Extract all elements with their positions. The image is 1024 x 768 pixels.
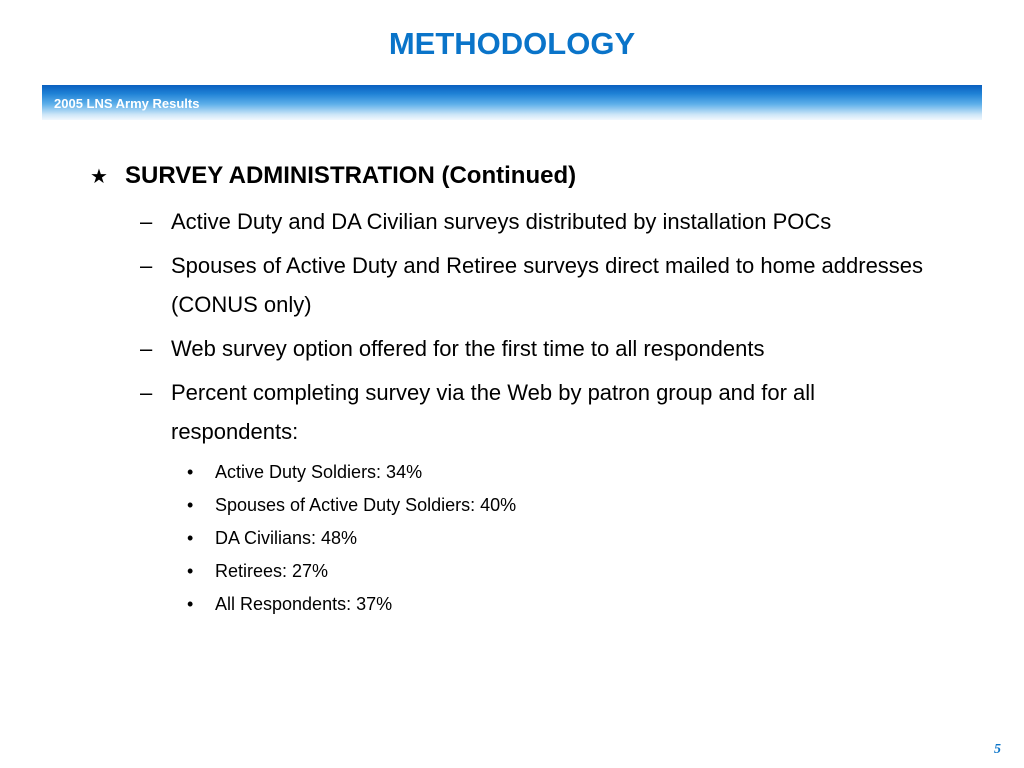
list-item-text: Web survey option offered for the first time to all respondents: [171, 336, 765, 361]
star-bullet-icon: ★: [90, 166, 108, 188]
sub-list-item-text: Spouses of Active Duty Soldiers: 40%: [215, 495, 517, 515]
sub-list-item-text: Active Duty Soldiers: 34%: [215, 462, 423, 482]
dot-bullet-icon: •: [187, 528, 194, 548]
sub-list-item-text: DA Civilians: 48%: [215, 528, 358, 548]
dot-bullet-icon: •: [187, 561, 194, 581]
header-band-label: 2005 LNS Army Results: [54, 96, 200, 111]
sub-list-item: [187, 456, 970, 489]
sub-list: [187, 456, 970, 621]
sub-list-item: [187, 522, 970, 555]
section-heading-text: SURVEY ADMINISTRATION (Continued): [125, 162, 577, 189]
slide-title: METHODOLOGY: [388, 26, 636, 61]
section-heading: [90, 162, 970, 190]
sub-list-item: [187, 489, 970, 522]
dot-bullet-icon: •: [187, 495, 194, 515]
list-item: [140, 373, 970, 451]
dot-bullet-icon: •: [187, 594, 194, 614]
dash-bullet-icon: –: [140, 336, 153, 361]
sub-list-item: [187, 588, 970, 621]
header-band: [42, 85, 982, 120]
list-item: [140, 246, 970, 324]
list-item-text: Spouses of Active Duty and Retiree surveys direct mailed to home addresses (CONUS only): [171, 253, 924, 317]
page-number: 5: [994, 742, 1001, 757]
slide-content: [90, 162, 970, 621]
dot-bullet-icon: •: [187, 462, 194, 482]
dash-bullet-icon: –: [140, 380, 153, 405]
list-item-text: Active Duty and DA Civilian surveys distributed by installation POCs: [171, 209, 832, 234]
sub-list-item: [187, 555, 970, 588]
list-item: [140, 202, 970, 241]
dash-bullet-icon: –: [140, 209, 153, 234]
list-item-text: Percent completing survey via the Web by patron group and for all respondents:: [171, 380, 816, 444]
dash-bullet-icon: –: [140, 253, 153, 278]
sub-list-item-text: Retirees: 27%: [215, 561, 329, 581]
list-item: [140, 329, 970, 368]
sub-list-item-text: All Respondents: 37%: [215, 594, 393, 614]
